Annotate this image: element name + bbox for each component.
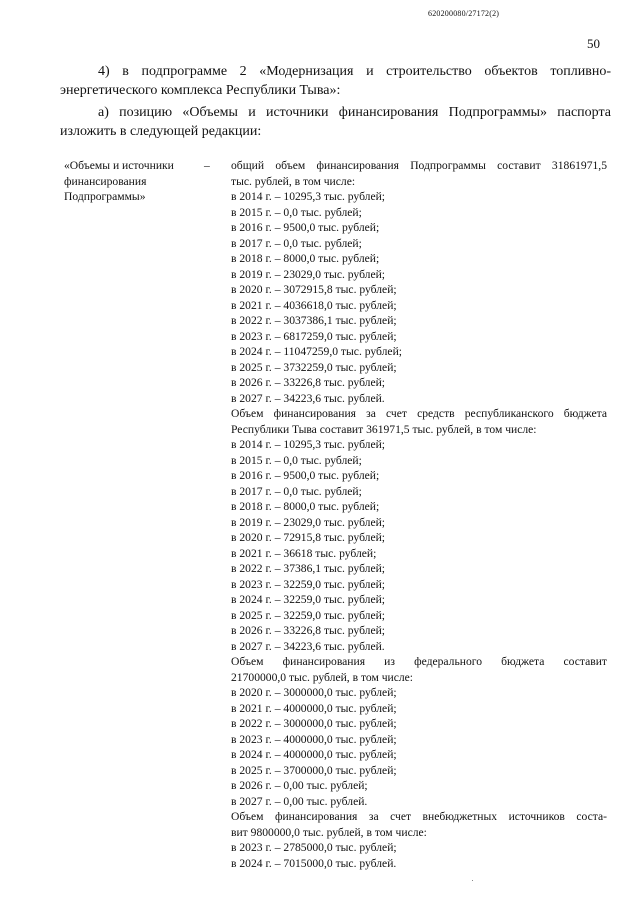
year-amount-line: в 2018 г. – 8000,0 тыс. рублей;	[231, 500, 380, 513]
year-amount-line: в 2020 г. – 72915,8 тыс. рублей;	[231, 531, 386, 544]
year-amount-line: в 2015 г. – 0,0 тыс. рублей;	[231, 205, 362, 219]
year-amount-line: в 2022 г. – 3037386,1 тыс. рублей;	[231, 314, 397, 327]
year-amount-line: в 2023 г. – 32259,0 тыс. рублей;	[231, 577, 386, 591]
year-amount-line: в 2024 г. – 4000000,0 тыс. рублей;	[231, 748, 397, 761]
year-amount-line: в 2025 г. – 3700000,0 тыс. рублей;	[231, 763, 397, 777]
year-amount-line: в 2024 г. – 7015000,0 тыс. рублей.	[231, 856, 397, 870]
total-financing-heading: общий объем финансирования Подпрограммы составит 31861971,5	[231, 159, 607, 172]
year-amount-line: в 2020 г. – 3072915,8 тыс. рублей;	[231, 283, 397, 296]
extrabudget-financing-heading: Объем финансирования за счет внебюджетных источников соста-	[231, 810, 607, 823]
financing-content	[231, 158, 607, 871]
year-amount-line: в 2014 г. – 10295,3 тыс. рублей;	[231, 438, 386, 451]
year-amount-line: в 2026 г. – 33226,8 тыс. рублей;	[231, 376, 386, 389]
republic-financing-block	[231, 406, 607, 654]
year-amount-line: в 2018 г. – 8000,0 тыс. рублей;	[231, 252, 380, 265]
year-amount-line: в 2023 г. – 4000000,0 тыс. рублей;	[231, 732, 397, 746]
year-amount-line: в 2017 г. – 0,0 тыс. рублей;	[231, 236, 362, 250]
position-label: «Объемы и источники финансирования Подпрограммы»	[64, 159, 174, 203]
year-amount-line: в 2021 г. – 4036618,0 тыс. рублей;	[231, 298, 397, 312]
year-amount-line: в 2022 г. – 37386,1 тыс. рублей;	[231, 562, 386, 575]
year-amount-line: в 2026 г. – 33226,8 тыс. рублей;	[231, 624, 386, 637]
year-amount-line: в 2019 г. – 23029,0 тыс. рублей;	[231, 515, 386, 529]
total-financing-block	[231, 158, 607, 406]
instruction-paragraph: а) позицию «Объемы и источники финансирования Подпрограммы» паспорта изложить в следующей редакции:	[60, 105, 611, 139]
year-amount-line: в 2022 г. – 3000000,0 тыс. рублей;	[231, 717, 397, 730]
republic-financing-heading: Республики Тыва составит 361971,5 тыс. рублей, в том числе:	[231, 422, 537, 436]
year-amount-line: в 2023 г. – 6817259,0 тыс. рублей;	[231, 329, 397, 343]
intro-paragraph: 4) в подпрограмме 2 «Модернизация и строительство объектов топливно-энергетического комплекса Республики Тыва»:	[60, 64, 611, 98]
position-dash: –	[204, 159, 210, 172]
year-amount-line: в 2027 г. – 34223,6 тыс. рублей.	[231, 639, 385, 653]
year-amount-line: в 2015 г. – 0,0 тыс. рублей;	[231, 453, 362, 467]
year-amount-line: в 2027 г. – 0,00 тыс. рублей.	[231, 794, 368, 808]
scan-dot	[472, 880, 473, 881]
year-amount-line: в 2021 г. – 36618 тыс. рублей;	[231, 546, 377, 560]
year-amount-line: в 2021 г. – 4000000,0 тыс. рублей;	[231, 701, 397, 715]
year-amount-line: в 2020 г. – 3000000,0 тыс. рублей;	[231, 686, 397, 699]
extrabudget-financing-heading: вит 9800000,0 тыс. рублей, в том числе:	[231, 825, 427, 839]
year-amount-line: в 2025 г. – 3732259,0 тыс. рублей;	[231, 360, 397, 374]
year-amount-line: в 2017 г. – 0,0 тыс. рублей;	[231, 484, 362, 498]
year-amount-line: в 2026 г. – 0,00 тыс. рублей;	[231, 779, 368, 792]
federal-financing-heading: 21700000,0 тыс. рублей, в том числе:	[231, 670, 414, 684]
year-amount-line: в 2027 г. – 34223,6 тыс. рублей.	[231, 391, 385, 405]
year-amount-line: в 2023 г. – 2785000,0 тыс. рублей;	[231, 841, 397, 854]
extrabudget-financing-block	[231, 809, 607, 871]
year-amount-line: в 2016 г. – 9500,0 тыс. рублей;	[231, 469, 380, 482]
year-amount-line: в 2014 г. – 10295,3 тыс. рублей;	[231, 190, 386, 203]
document-code: 620200080/27172(2)	[428, 9, 500, 18]
year-amount-line: в 2024 г. – 32259,0 тыс. рублей;	[231, 593, 386, 606]
page-number: 50	[587, 36, 600, 51]
federal-financing-heading: Объем финансирования из федерального бюджета составит	[231, 655, 607, 668]
total-financing-heading: тыс. рублей, в том числе:	[231, 174, 356, 188]
year-amount-line: в 2019 г. – 23029,0 тыс. рублей;	[231, 267, 386, 281]
year-amount-line: в 2016 г. – 9500,0 тыс. рублей;	[231, 221, 380, 234]
year-amount-line: в 2024 г. – 11047259,0 тыс. рублей;	[231, 345, 402, 358]
republic-financing-heading: Объем финансирования за счет средств республиканского бюджета	[231, 407, 607, 420]
year-amount-line: в 2025 г. – 32259,0 тыс. рублей;	[231, 608, 386, 622]
federal-financing-block	[231, 654, 607, 809]
